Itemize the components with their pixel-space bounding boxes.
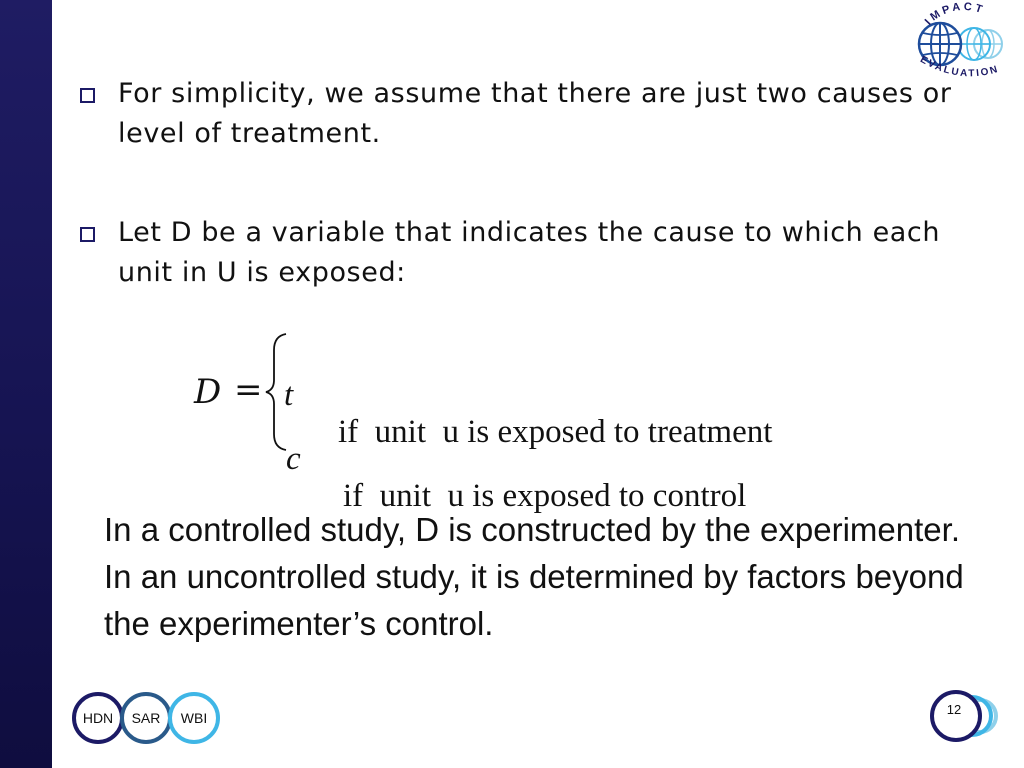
logo-bottom-text: EVALUATION bbox=[918, 54, 1001, 80]
circle-label: SAR bbox=[131, 710, 161, 726]
circle-label: WBI bbox=[180, 710, 208, 726]
hdn-circle-logo bbox=[72, 692, 124, 744]
case-condition: if unit u is exposed to control bbox=[343, 478, 747, 514]
square-bullet-icon bbox=[80, 88, 95, 103]
body-paragraph: In a controlled study, D is constructed by the experimenter. In an uncontrolled study, it is determined by factors beyond the experimenter’s control. bbox=[104, 511, 964, 642]
page-number: 12 bbox=[946, 702, 962, 717]
equation-equals: = bbox=[234, 370, 263, 410]
logo-top-text: IMPACT bbox=[922, 2, 987, 28]
svg-text:IMPACT bbox=[923, 2, 987, 28]
square-bullet-icon bbox=[80, 227, 95, 242]
wbi-circle-logo bbox=[168, 692, 220, 744]
case-condition: if unit u is exposed to treatment bbox=[338, 414, 773, 450]
bullet-text: Let D be a variable that indicates the cause to which each unit in U is exposed: bbox=[118, 217, 941, 288]
bullet-text: For simplicity, we assume that there are just two causes or level of treatment. bbox=[118, 78, 952, 149]
sar-circle-logo bbox=[120, 692, 172, 744]
bullet-item bbox=[80, 213, 980, 293]
bullet-item bbox=[80, 74, 980, 154]
equation-lhs: D bbox=[194, 372, 222, 412]
case-variable: t bbox=[284, 377, 294, 413]
case-variable: c bbox=[286, 441, 301, 477]
bullet-list bbox=[80, 74, 980, 293]
circle-label: HDN bbox=[82, 710, 114, 726]
left-sidebar-bar bbox=[0, 0, 52, 768]
